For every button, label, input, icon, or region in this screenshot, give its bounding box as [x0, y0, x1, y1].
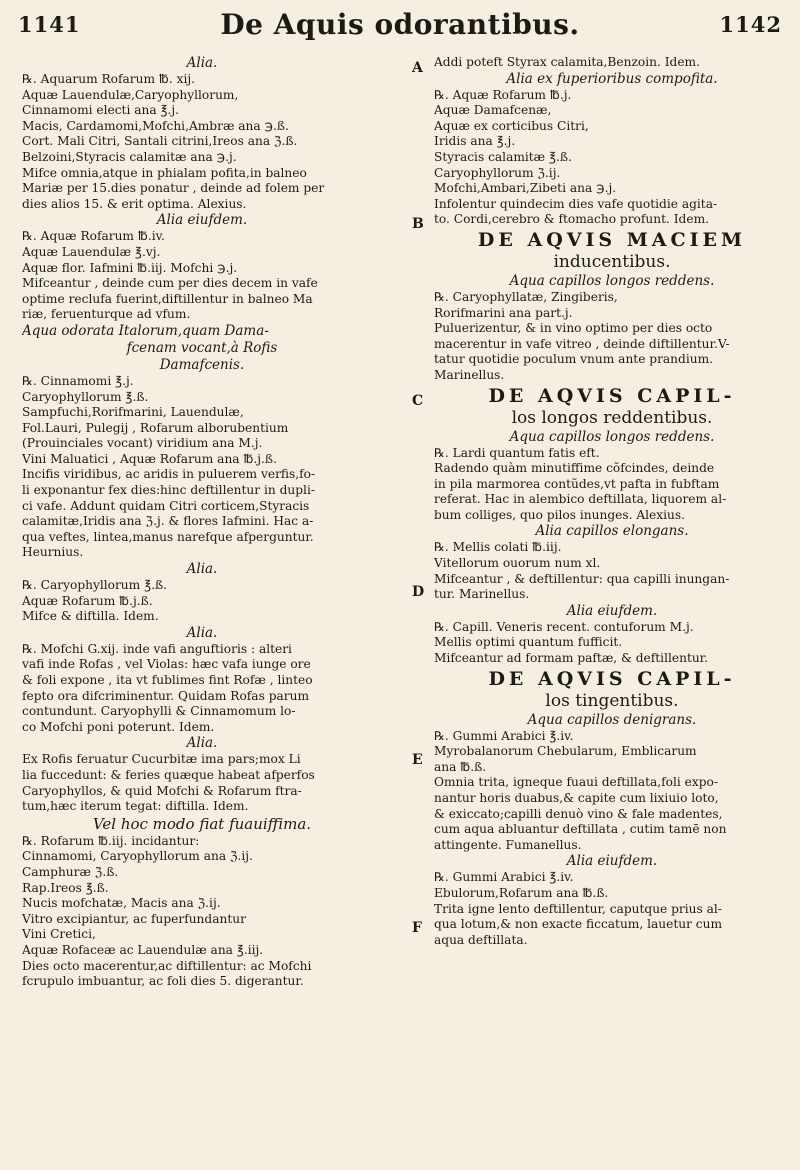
text-line: Aqua capillos longos reddens.: [509, 428, 715, 445]
text-line: in pila marmorea contũdes,vt pafta in fubftam: [434, 476, 720, 491]
text-line: nantur horis duabus,& capite cum lixiuio loto,: [434, 791, 719, 805]
text-line: inducentibus.: [553, 251, 671, 272]
text-line: Omnia trita, igneque fuaui deftillata,foli expo-: [434, 775, 718, 790]
text-line: Aquæ Lauendulæ ℥.vj.: [22, 244, 161, 259]
text-line: Alia.: [186, 55, 218, 71]
text-line: Mofchi,Ambari,Zibeti ana ℈.j.: [434, 181, 617, 196]
text-line: Heurnius.: [22, 545, 84, 560]
text-line: Vini Maluatici , Aquæ Rofarum ana ℔.j.ß.: [22, 451, 277, 466]
text-line: referat. Hac in alembico deftillata, liquorem al-: [434, 492, 727, 507]
text-line: to. Cordi,cerebro & ftomacho profunt. Idem.: [434, 212, 710, 227]
text-line: Alia.: [186, 735, 218, 752]
text-line: Caryophyllos, & quid Mofchi & Rofarum ftra-: [22, 783, 302, 798]
text-line: DE AQVIS MACIEM: [477, 228, 747, 251]
text-line: riæ, feruenturque ad vfum.: [22, 307, 191, 322]
margin-letter-b: B: [412, 216, 424, 232]
page-title: De Aquis odorantibus.: [220, 8, 580, 41]
text-line: Mifceantur ad formam paftæ, & deftillentur.: [434, 651, 709, 666]
text-line: Sampfuchi,Rorifmarini, Lauendulæ,: [22, 405, 244, 420]
text-line: Dies octo macerentur,ac diftillentur: ac Mofchi: [22, 958, 312, 973]
text-line: Myrobalanorum Chebularum, Emblicarum: [434, 744, 697, 759]
text-line: Aquæ ex corticibus Citri,: [434, 118, 589, 133]
text-line: calamitæ,Iridis ana ℨ.j. & flores Iafmini. Hac a-: [22, 514, 314, 529]
text-line: Mariæ per 15.dies ponatur , deinde ad folem per: [22, 181, 325, 196]
text-line: macerentur in vafe vitreo , deinde diftillentur.V-: [434, 336, 730, 351]
text-line: Alia eiufdem.: [566, 853, 658, 870]
text-line: tum,hæc iterum tegat: diftilla. Idem.: [22, 799, 249, 814]
text-line: Rap.Ireos ℥.ß.: [22, 880, 109, 895]
text-line: Caryophyllorum ℥.ß.: [22, 389, 149, 404]
text-line: Mifceantur , & deftillentur: qua capilli inungan-: [434, 571, 730, 586]
text-line: Mifceantur , deinde cum per dies decem in vafe: [22, 276, 318, 291]
text-line: Ebulorum,Rofarum ana ℔.ß.: [434, 885, 609, 900]
text-line: Aquæ Rofarum ℔.j.ß.: [22, 593, 153, 608]
margin-letter-f: F: [412, 920, 422, 936]
text-line: Addi poteft Styrax calamita,Benzoin. Idem.: [434, 55, 700, 69]
page-number-left: 1141: [18, 12, 81, 37]
margin-letter-e: E: [412, 752, 423, 768]
text-line: Fol.Lauri, Pulegij , Rofarum alborubentium: [22, 420, 289, 435]
text-line: bum colliges, quo pilos inunges. Alexius.: [434, 507, 686, 522]
text-line: Alia capillos elongans.: [535, 523, 689, 540]
text-line: ℞. Lardi quantum fatis eft.: [434, 445, 600, 460]
text-line: Iridis ana ℥.j.: [434, 134, 516, 149]
text-line: aqua deftillata.: [434, 932, 528, 947]
text-line: Ex Rofis feruatur Cucurbitæ ima pars;mox Li: [22, 752, 301, 767]
text-line: Aqua odorata Italorum,quam Dama-: [22, 322, 269, 339]
text-line: Alia ex fuperioribus compofita.: [506, 70, 718, 87]
text-line: Rorifmarini ana part.j.: [434, 305, 573, 320]
text-line: Cinnamomi electi ana ℥.j.: [22, 103, 180, 118]
text-line: Alia.: [186, 561, 218, 578]
text-line: Styracis calamitæ ℥.ß.: [434, 149, 572, 164]
margin-letter-c: C: [412, 393, 424, 409]
text-line: Mifce omnia,atque in phialam pofita,in balneo: [22, 165, 307, 180]
text-line: qua lotum,& non exacte ficcatum, lauetur cum: [434, 917, 723, 932]
text-line: ℞. Capill. Veneris recent. contuforum M.j.: [434, 619, 694, 634]
text-line: Marinellus.: [434, 367, 505, 382]
text-line: Vitellorum ouorum num xl.: [434, 556, 601, 571]
margin-letter-d: D: [412, 584, 425, 600]
text-line: ci vafe. Addunt quidam Citri corticem,Styracis: [22, 498, 310, 513]
text-line: Alia.: [186, 624, 218, 641]
text-line: Aqua capillos longos reddens.: [509, 272, 715, 289]
text-line: tur. Marinellus.: [434, 587, 530, 602]
text-line: Puluerizentur, & in vino optimo per dies octo: [434, 321, 713, 336]
text-line: Cinnamomi, Caryophyllorum ana ℨ.ij.: [22, 849, 253, 864]
text-line: ana ℔.ß.: [434, 759, 487, 774]
text-line: Vitro excipiantur, ac fuperfundantur: [22, 911, 246, 926]
text-line: ℞. Mellis colati ℔.iij.: [434, 540, 562, 555]
text-line: qua veftes, lintea,manus narefque afperguntur.: [22, 529, 314, 544]
text-line: Aqua capillos denigrans.: [527, 711, 697, 728]
text-line: DE AQVIS CAPIL-: [488, 384, 736, 407]
text-line: dies alios 15. & erit optima. Alexius.: [22, 196, 247, 211]
margin-letter-a: A: [412, 60, 423, 76]
text-line: ℞. Caryophyllorum ℥.ß.: [22, 578, 168, 593]
text-line: Camphuræ ℨ.ß.: [22, 864, 119, 879]
text-line: los tingentibus.: [545, 690, 679, 711]
text-line: contundunt. Caryophylli & Cinnamomum lo-: [22, 704, 296, 719]
text-line: Belzoini,Styracis calamitæ ana ℈.j.: [22, 149, 237, 164]
text-line: ℞. Cinnamomi ℥.j.: [22, 373, 134, 388]
text-line: ℞. Gummi Arabici ℥.iv.: [434, 870, 574, 885]
text-line: ℞. Aquarum Rofarum ℔. xij.: [22, 72, 196, 86]
text-line: Caryophyllorum ℨ.ij.: [434, 165, 561, 180]
right-column: [434, 55, 790, 948]
text-line: li exponantur fex dies:hinc deftillentur in dupli-: [22, 483, 315, 498]
text-line: Macis, Cardamomi,Mofchi,Ambræ ana ℈.ß.: [22, 118, 289, 133]
text-line: (Prouinciales vocant) viridium ana M.j.: [22, 436, 263, 451]
text-line: tatur quotidie poculum vnum ante prandium.: [434, 352, 714, 367]
text-line: Aquæ Damafcenæ,: [434, 103, 552, 118]
text-line: attingente. Fumanellus.: [434, 837, 582, 852]
text-line: Mellis optimi quantum fufficit.: [434, 635, 623, 650]
text-line: ℞. Aquæ Rofarum ℔.iv.: [22, 229, 165, 244]
text-line: co Mofchi poni poterunt. Idem.: [22, 719, 215, 734]
text-line: Aquæ Lauendulæ,Caryophyllorum,: [22, 87, 239, 102]
text-line: Alia eiufdem.: [156, 212, 248, 229]
text-line: Incifis viridibus, ac aridis in puluerem verfis,fo-: [22, 467, 316, 482]
text-line: cum aqua abluantur deftillata , cutim tamē non: [434, 822, 727, 837]
text-line: fcrupulo imbuantur, ac foli dies 5. digerantur.: [22, 974, 304, 989]
text-line: Trita igne lento deftillentur, caputque prius al-: [434, 901, 722, 916]
text-line: ℞. Aquæ Rofarum ℔.j.: [434, 87, 572, 102]
text-line: Mifce & diftilla. Idem.: [22, 609, 159, 624]
text-line: fepto ora difcriminentur. Quidam Rofas parum: [22, 688, 309, 703]
text-line: Nucis mofchatæ, Macis ana ℨ.ij.: [22, 896, 221, 911]
text-line: Radendo quàm minutiffime cõfcindes, deinde: [434, 461, 715, 476]
text-line: Aquæ flor. Iafmini ℔.iij. Mofchi ℈.j.: [22, 260, 238, 275]
page-header: [18, 8, 782, 52]
text-line: & foli expone , ita vt fublimes fint Rofæ , linteo: [22, 673, 313, 687]
text-line: & exiccato;capilli denuò vino & fale madentes,: [434, 806, 723, 821]
text-line: ℞. Caryophyllatæ, Zingiberis,: [434, 289, 618, 304]
text-line: optime reclufa fuerint,diftillentur in balneo Ma: [22, 291, 313, 306]
text-line: fcenam vocant,à Rofis: [126, 339, 278, 356]
text-line: ℞. Mofchi G.xij. inde vafi anguftioris : alteri: [22, 641, 292, 656]
text-line: Aquæ Rofaceæ ac Lauendulæ ana ℥.iij.: [22, 942, 264, 957]
text-line: Vini Cretici,: [22, 927, 96, 942]
text-line: lia fuccedunt: & feries quæque habeat afperfos: [22, 767, 315, 782]
page-number-right: 1142: [719, 12, 782, 37]
text-line: Vel hoc modo fiat fuauiffima.: [92, 814, 312, 833]
text-line: Alia eiufdem.: [566, 602, 658, 619]
text-line: los longos reddentibus.: [511, 407, 713, 428]
text-line: Damafcenis.: [159, 356, 245, 373]
text-line: DE AQVIS CAPIL-: [488, 667, 736, 690]
text-line: Cort. Mali Citri, Santali citrini,Ireos ana ℨ.ß.: [22, 134, 298, 149]
text-line: ℞. Rofarum ℔.iij. incidantur:: [22, 833, 200, 848]
text-line: vafi inde Rofas , vel Violas: hæc vafa iunge ore: [22, 657, 311, 672]
left-column: [22, 55, 382, 990]
text-line: ℞. Gummi Arabici ℥.iv.: [434, 728, 574, 743]
text-line: Infolentur quindecim dies vafe quotidie agita-: [434, 196, 718, 211]
